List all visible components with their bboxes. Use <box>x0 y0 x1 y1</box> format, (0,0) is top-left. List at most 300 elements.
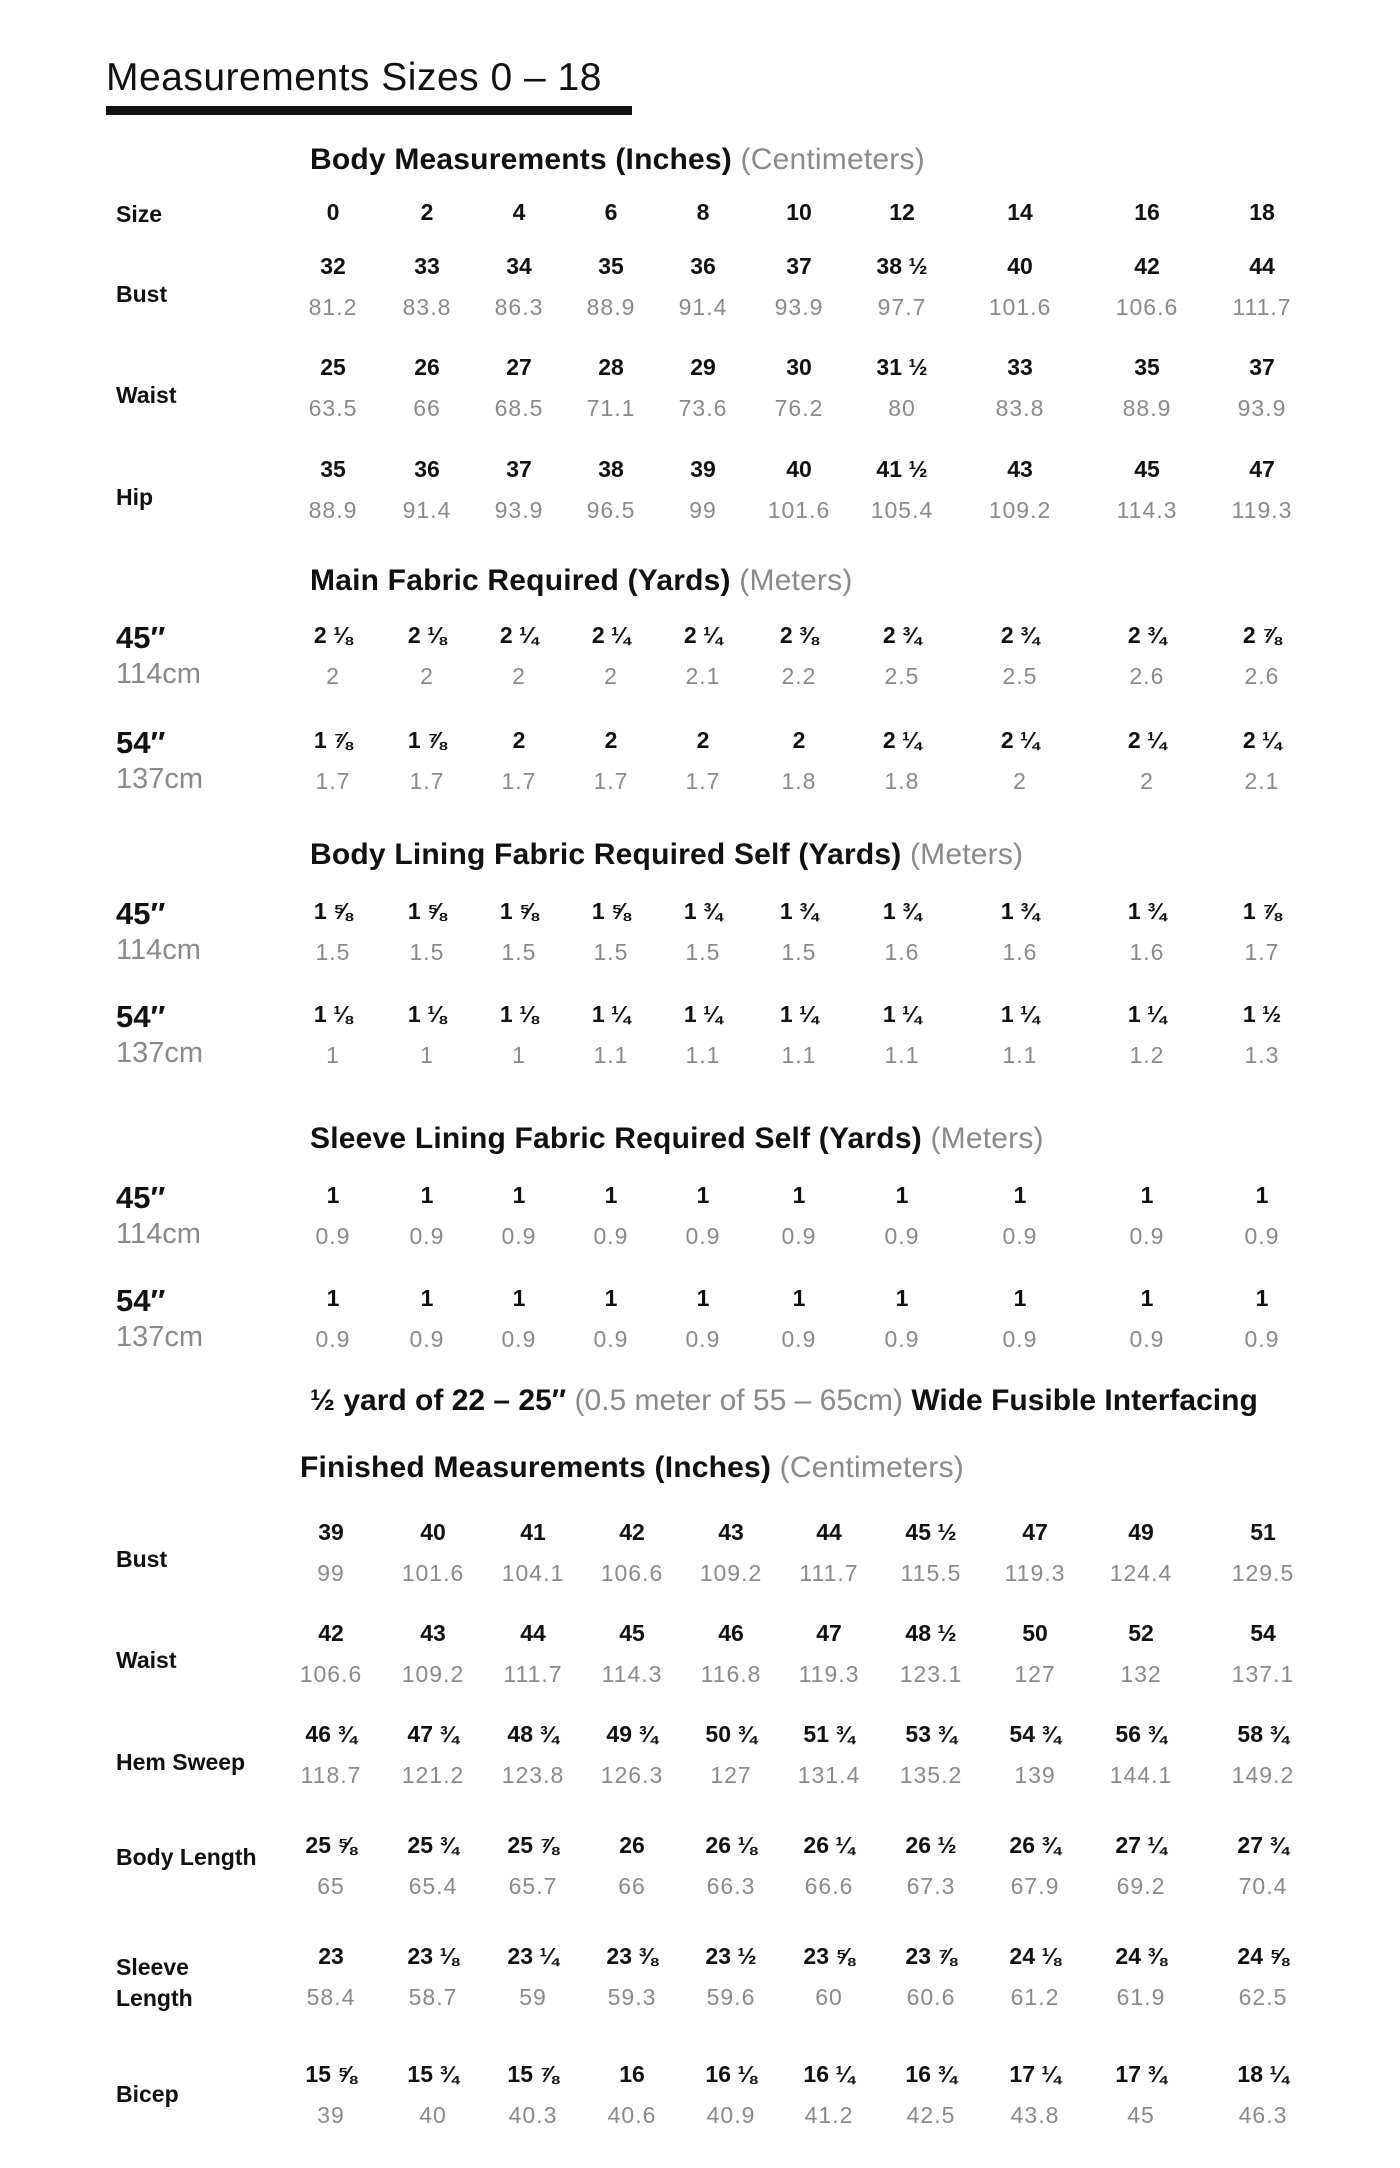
size-value: 16 <box>1134 199 1160 225</box>
inch-value: 52 <box>1128 1620 1154 1646</box>
inch-value: 23 ⅜ <box>606 1943 658 1969</box>
yardage-value: 1 <box>512 1285 526 1311</box>
size-value: 10 <box>786 199 812 225</box>
interfacing-yardage: ½ yard of 22 – 25″ <box>310 1384 567 1417</box>
cm-value: 119.3 <box>798 1661 860 1687</box>
yardage-value: 1 ¾ <box>1127 898 1167 924</box>
yardage-value: 1 ⅛ <box>313 1001 353 1027</box>
meter-value: 0.9 <box>501 1326 537 1352</box>
heading-text: Body Measurements (Inches) <box>310 143 732 176</box>
meter-value: 1.6 <box>884 939 920 965</box>
meter-value: 1.6 <box>1129 939 1165 965</box>
cm-value: 81.2 <box>308 294 358 320</box>
yardage-value: 1 ⅝ <box>499 898 539 924</box>
yardage-value: 2 <box>792 727 806 753</box>
inch-value: 41 <box>520 1519 546 1545</box>
cm-value: 61.9 <box>1116 1984 1166 2010</box>
yardage-value: 1 <box>792 1182 806 1208</box>
meter-value: 0.9 <box>1129 1223 1165 1249</box>
body-lining-heading <box>310 838 1023 872</box>
inch-value: 37 <box>1249 354 1275 380</box>
cm-value: 70.4 <box>1238 1873 1288 1899</box>
cm-value: 88.9 <box>308 497 358 523</box>
cm-value: 73.6 <box>678 395 728 421</box>
yardage-value: 1 ¼ <box>591 1001 631 1027</box>
yardage-value: 1 ¾ <box>882 898 922 924</box>
cm-value: 66 <box>618 1873 646 1899</box>
cm-value: 68.5 <box>494 395 544 421</box>
yardage-value: 2 ¼ <box>1127 727 1167 753</box>
inch-value: 48 ½ <box>905 1620 957 1646</box>
interfacing-type: Wide Fusible Interfacing <box>911 1384 1258 1417</box>
cm-value: 129.5 <box>1231 1560 1295 1586</box>
inch-value: 30 <box>786 354 812 380</box>
meter-value: 2.1 <box>685 663 721 689</box>
cm-value: 43.8 <box>1010 2102 1060 2128</box>
cm-value: 121.2 <box>401 1762 465 1788</box>
cm-value: 66.3 <box>706 1873 756 1899</box>
row-label: Waist <box>116 382 177 408</box>
yardage-value: 2 <box>512 727 526 753</box>
meter-value: 1.5 <box>501 939 537 965</box>
cm-value: 88.9 <box>1122 395 1172 421</box>
row-label: Sleeve Length <box>116 1954 193 2011</box>
cm-value: 111.7 <box>799 1560 859 1586</box>
fabric-width-cm: 114cm <box>116 1218 201 1250</box>
inch-value: 16 ¼ <box>803 2061 855 2087</box>
cm-value: 109.2 <box>401 1661 465 1687</box>
meter-value: 1.5 <box>593 939 629 965</box>
inch-value: 47 ¾ <box>407 1721 459 1747</box>
yardage-value: 2 ⅛ <box>313 622 353 648</box>
cm-value: 83.8 <box>995 395 1045 421</box>
yardage-value: 2 <box>604 727 618 753</box>
inch-value: 47 <box>816 1620 842 1646</box>
meter-value: 0.9 <box>685 1223 721 1249</box>
fabric-width-inches: 45″ <box>116 896 166 931</box>
inch-value: 27 ¾ <box>1237 1832 1289 1858</box>
meter-value: 1.3 <box>1244 1042 1280 1068</box>
inch-value: 49 <box>1128 1519 1154 1545</box>
inch-value: 15 ⅝ <box>305 2061 357 2087</box>
meter-value: 2 <box>420 663 434 689</box>
cm-value: 97.7 <box>877 294 927 320</box>
meter-value: 0.9 <box>593 1223 629 1249</box>
cm-value: 41.2 <box>804 2102 854 2128</box>
inch-value: 50 ¾ <box>705 1721 757 1747</box>
heading-unit: (Meters) <box>739 564 853 597</box>
inch-value: 17 ¼ <box>1009 2061 1061 2087</box>
title-underline <box>106 106 632 115</box>
inch-value: 43 <box>1007 456 1033 482</box>
meter-value: 1.7 <box>1244 939 1280 965</box>
yardage-value: 1 <box>420 1182 434 1208</box>
yardage-value: 1 <box>326 1285 340 1311</box>
cm-value: 123.8 <box>501 1762 565 1788</box>
yardage-value: 2 ¾ <box>1000 622 1040 648</box>
inch-value: 45 <box>619 1620 645 1646</box>
inch-value: 23 ⅝ <box>803 1943 855 1969</box>
inch-value: 35 <box>1134 354 1160 380</box>
inch-value: 51 ¾ <box>803 1721 855 1747</box>
inch-value: 26 ⅛ <box>705 1832 757 1858</box>
size-value: 0 <box>326 199 340 225</box>
inch-value: 44 <box>1249 253 1275 279</box>
yardage-value: 1 <box>326 1182 340 1208</box>
cm-value: 61.2 <box>1010 1984 1060 2010</box>
fabric-width-cm: 137cm <box>116 1321 204 1353</box>
inch-value: 15 ¾ <box>407 2061 459 2087</box>
fabric-width-cm: 137cm <box>116 763 204 795</box>
meter-value: 0.9 <box>409 1223 445 1249</box>
cm-value: 83.8 <box>402 294 452 320</box>
inch-value: 43 <box>718 1519 744 1545</box>
inch-value: 42 <box>1134 253 1160 279</box>
inch-value: 39 <box>318 1519 344 1545</box>
meter-value: 0.9 <box>315 1326 351 1352</box>
inch-value: 38 <box>598 456 624 482</box>
inch-value: 23 ½ <box>705 1943 757 1969</box>
cm-value: 67.3 <box>906 1873 956 1899</box>
cm-value: 93.9 <box>774 294 824 320</box>
yardage-value: 1 ⅝ <box>313 898 353 924</box>
yardage-value: 1 <box>696 1285 710 1311</box>
heading-unit: (Centimeters) <box>779 1451 964 1484</box>
inch-value: 16 ⅛ <box>705 2061 757 2087</box>
meter-value: 0.9 <box>1244 1326 1280 1352</box>
cm-value: 123.1 <box>899 1661 963 1687</box>
yardage-value: 1 <box>1013 1285 1027 1311</box>
row-label: Hem Sweep <box>116 1749 246 1775</box>
yardage-value: 2 ⅜ <box>779 622 819 648</box>
main-fabric-heading <box>310 564 853 598</box>
yardage-value: 1 <box>1255 1285 1269 1311</box>
yardage-value: 2 ⅞ <box>1242 622 1282 648</box>
cm-value: 109.2 <box>988 497 1052 523</box>
yardage-value: 1 ⅝ <box>591 898 631 924</box>
yardage-value: 1 ¼ <box>683 1001 723 1027</box>
inch-value: 46 <box>718 1620 744 1646</box>
cm-value: 106.6 <box>299 1661 363 1687</box>
inch-value: 18 ¼ <box>1237 2061 1289 2087</box>
finished-measurements-heading <box>300 1451 964 1485</box>
yardage-value: 2 ¼ <box>591 622 631 648</box>
fabric-width-inches: 45″ <box>116 620 166 655</box>
meter-value: 1.1 <box>685 1042 721 1068</box>
heading-text: Sleeve Lining Fabric Required Self (Yards) <box>310 1122 922 1155</box>
inch-value: 33 <box>1007 354 1033 380</box>
cm-value: 45 <box>1127 2102 1155 2128</box>
inch-value: 56 ¾ <box>1115 1721 1167 1747</box>
meter-value: 2 <box>604 663 618 689</box>
meter-value: 0.9 <box>409 1326 445 1352</box>
sleeve-lining-heading <box>310 1122 1044 1156</box>
meter-value: 0.9 <box>884 1326 920 1352</box>
size-value: 14 <box>1007 199 1033 225</box>
meter-value: 1 <box>512 1042 526 1068</box>
meter-value: 1.5 <box>409 939 445 965</box>
meter-value: 0.9 <box>315 1223 351 1249</box>
inch-value: 26 <box>414 354 440 380</box>
meter-value: 1.5 <box>315 939 351 965</box>
cm-value: 135.2 <box>899 1762 963 1788</box>
cm-value: 60 <box>815 1984 843 2010</box>
interfacing-metric: (0.5 meter of 55 – 65cm) <box>574 1384 903 1417</box>
yardage-value: 1 ⅛ <box>499 1001 539 1027</box>
cm-value: 60.6 <box>906 1984 956 2010</box>
inch-value: 40 <box>786 456 812 482</box>
yardage-value: 1 ¾ <box>683 898 723 924</box>
cm-value: 62.5 <box>1238 1984 1288 2010</box>
cm-value: 40.6 <box>607 2102 657 2128</box>
cm-value: 115.5 <box>900 1560 962 1586</box>
fabric-width-inches: 45″ <box>116 1180 166 1215</box>
inch-value: 40 <box>420 1519 446 1545</box>
cm-value: 66.6 <box>804 1873 854 1899</box>
yardage-value: 1 ⅝ <box>407 898 447 924</box>
cm-value: 69.2 <box>1116 1873 1166 1899</box>
inch-value: 29 <box>690 354 716 380</box>
inch-value: 47 <box>1249 456 1275 482</box>
interfacing-note <box>310 1384 1258 1418</box>
cm-value: 93.9 <box>1237 395 1287 421</box>
size-value: 18 <box>1249 199 1275 225</box>
yardage-value: 1 <box>1013 1182 1027 1208</box>
inch-value: 28 <box>598 354 624 380</box>
inch-value: 35 <box>598 253 624 279</box>
cm-value: 40.9 <box>706 2102 756 2128</box>
inch-value: 17 ¾ <box>1115 2061 1167 2087</box>
meter-value: 0.9 <box>781 1326 817 1352</box>
yardage-value: 1 <box>895 1285 909 1311</box>
size-value: 4 <box>512 199 526 225</box>
inch-value: 25 <box>320 354 346 380</box>
meter-value: 2.1 <box>1244 768 1280 794</box>
cm-value: 127 <box>1014 1661 1056 1687</box>
fabric-width-cm: 137cm <box>116 1037 204 1069</box>
meter-value: 1.1 <box>1002 1042 1038 1068</box>
yardage-value: 2 <box>696 727 710 753</box>
cm-value: 59 <box>519 1984 547 2010</box>
meter-value: 0.9 <box>1244 1223 1280 1249</box>
cm-value: 86.3 <box>494 294 544 320</box>
yardage-value: 2 ¼ <box>882 727 922 753</box>
cm-value: 58.7 <box>408 1984 458 2010</box>
inch-value: 49 ¾ <box>606 1721 658 1747</box>
cm-value: 65.7 <box>508 1873 558 1899</box>
yardage-value: 1 ⅞ <box>313 727 353 753</box>
meter-value: 1.6 <box>1002 939 1038 965</box>
size-label: Size <box>116 201 163 227</box>
cm-value: 76.2 <box>774 395 824 421</box>
cm-value: 126.3 <box>600 1762 664 1788</box>
yardage-value: 1 ¼ <box>882 1001 922 1027</box>
inch-value: 37 <box>506 456 532 482</box>
cm-value: 116.8 <box>700 1661 762 1687</box>
heading-text: Finished Measurements (Inches) <box>300 1451 772 1484</box>
cm-value: 149.2 <box>1231 1762 1295 1788</box>
yardage-value: 1 <box>1140 1182 1154 1208</box>
meter-value: 1.8 <box>884 768 920 794</box>
meter-value: 0.9 <box>884 1223 920 1249</box>
yardage-value: 1 ½ <box>1242 1001 1282 1027</box>
inch-value: 37 <box>786 253 812 279</box>
cm-value: 65.4 <box>408 1873 458 1899</box>
meter-value: 0.9 <box>593 1326 629 1352</box>
cm-value: 88.9 <box>586 294 636 320</box>
yardage-value: 2 ¼ <box>1242 727 1282 753</box>
meter-value: 2 <box>512 663 526 689</box>
heading-unit: (Centimeters) <box>740 143 925 176</box>
row-label: Body Length <box>116 1844 257 1870</box>
inch-value: 23 ¼ <box>507 1943 559 1969</box>
yardage-value: 2 ¾ <box>1127 622 1167 648</box>
inch-value: 26 ½ <box>905 1832 957 1858</box>
cm-value: 106.6 <box>1115 294 1179 320</box>
meter-value: 1 <box>326 1042 340 1068</box>
cm-value: 101.6 <box>767 497 831 523</box>
yardage-value: 1 <box>420 1285 434 1311</box>
row-label: Bust <box>116 281 168 307</box>
yardage-value: 1 <box>895 1182 909 1208</box>
inch-value: 31 ½ <box>876 354 928 380</box>
yardage-value: 2 ¼ <box>1000 727 1040 753</box>
meter-value: 1 <box>420 1042 434 1068</box>
inch-value: 42 <box>619 1519 645 1545</box>
inch-value: 36 <box>414 456 440 482</box>
cm-value: 119.3 <box>1231 497 1293 523</box>
row-label: Bust <box>116 1546 168 1572</box>
cm-value: 144.1 <box>1109 1762 1173 1788</box>
fabric-width-cm: 114cm <box>116 658 201 690</box>
meter-value: 0.9 <box>685 1326 721 1352</box>
cm-value: 96.5 <box>586 497 636 523</box>
cm-value: 118.7 <box>300 1762 362 1788</box>
meter-value: 1.7 <box>685 768 721 794</box>
cm-value: 101.6 <box>401 1560 465 1586</box>
inch-value: 44 <box>816 1519 842 1545</box>
meter-value: 1.7 <box>593 768 629 794</box>
meter-value: 0.9 <box>501 1223 537 1249</box>
yardage-value: 1 ¾ <box>1000 898 1040 924</box>
cm-value: 137.1 <box>1231 1661 1295 1687</box>
yardage-value: 1 ⅛ <box>407 1001 447 1027</box>
inch-value: 15 ⅞ <box>507 2061 559 2087</box>
meter-value: 1.7 <box>501 768 537 794</box>
row-label: Bicep <box>116 2081 179 2107</box>
cm-value: 67.9 <box>1010 1873 1060 1899</box>
inch-value: 45 ½ <box>905 1519 957 1545</box>
cm-value: 127 <box>710 1762 752 1788</box>
inch-value: 58 ¾ <box>1237 1721 1289 1747</box>
cm-value: 63.5 <box>308 395 358 421</box>
meter-value: 0.9 <box>781 1223 817 1249</box>
cm-value: 139 <box>1014 1762 1056 1788</box>
inch-value: 47 <box>1022 1519 1048 1545</box>
meter-value: 1.1 <box>781 1042 817 1068</box>
fabric-width-inches: 54″ <box>116 725 166 760</box>
yardage-value: 1 ¼ <box>1000 1001 1040 1027</box>
cm-value: 114.3 <box>601 1661 663 1687</box>
yardage-value: 1 ¼ <box>779 1001 819 1027</box>
cm-value: 93.9 <box>494 497 544 523</box>
heading-text: Main Fabric Required (Yards) <box>310 564 731 597</box>
cm-value: 99 <box>689 497 717 523</box>
inch-value: 34 <box>506 253 532 279</box>
meter-value: 2 <box>1140 768 1154 794</box>
inch-value: 25 ⅝ <box>305 1832 357 1858</box>
yardage-value: 2 ⅛ <box>407 622 447 648</box>
yardage-value: 1 ⅞ <box>1242 898 1282 924</box>
yardage-value: 1 ¼ <box>1127 1001 1167 1027</box>
inch-value: 41 ½ <box>876 456 928 482</box>
inch-value: 53 ¾ <box>905 1721 957 1747</box>
inch-value: 43 <box>420 1620 446 1646</box>
yardage-value: 2 ¼ <box>499 622 539 648</box>
cm-value: 105.4 <box>870 497 934 523</box>
meter-value: 1.8 <box>781 768 817 794</box>
meter-value: 1.2 <box>1129 1042 1165 1068</box>
yardage-value: 1 ¾ <box>779 898 819 924</box>
fabric-width-inches: 54″ <box>116 999 166 1034</box>
cm-value: 114.3 <box>1116 497 1178 523</box>
inch-value: 38 ½ <box>876 253 928 279</box>
heading-text: Body Lining Fabric Required Self (Yards) <box>310 838 902 871</box>
cm-value: 66 <box>413 395 441 421</box>
inch-value: 32 <box>320 253 346 279</box>
cm-value: 42.5 <box>906 2102 956 2128</box>
inch-value: 54 <box>1250 1620 1276 1646</box>
cm-value: 58.4 <box>306 1984 356 2010</box>
meter-value: 1.1 <box>593 1042 629 1068</box>
yardage-value: 1 <box>696 1182 710 1208</box>
cm-value: 106.6 <box>600 1560 664 1586</box>
inch-value: 27 <box>506 354 532 380</box>
cm-value: 91.4 <box>402 497 452 523</box>
inch-value: 16 <box>619 2061 645 2087</box>
meter-value: 2.5 <box>884 663 920 689</box>
cm-value: 132 <box>1120 1661 1162 1687</box>
heading-unit: (Meters) <box>930 1122 1044 1155</box>
meter-value: 2.2 <box>781 663 817 689</box>
inch-value: 26 <box>619 1832 645 1858</box>
yardage-value: 1 ⅞ <box>407 727 447 753</box>
size-value: 12 <box>889 199 915 225</box>
inch-value: 33 <box>414 253 440 279</box>
meter-value: 1.5 <box>781 939 817 965</box>
inch-value: 40 <box>1007 253 1033 279</box>
cm-value: 59.6 <box>706 1984 756 2010</box>
cm-value: 111.7 <box>503 1661 563 1687</box>
meter-value: 2 <box>1013 768 1027 794</box>
inch-value: 45 <box>1134 456 1160 482</box>
inch-value: 24 ⅛ <box>1009 1943 1061 1969</box>
cm-value: 65 <box>317 1873 345 1899</box>
inch-value: 27 ¼ <box>1115 1832 1167 1858</box>
cm-value: 99 <box>317 1560 345 1586</box>
inch-value: 23 <box>318 1943 344 1969</box>
inch-value: 50 <box>1022 1620 1048 1646</box>
cm-value: 131.4 <box>797 1762 861 1788</box>
size-value: 6 <box>604 199 618 225</box>
cm-value: 40.3 <box>508 2102 558 2128</box>
yardage-value: 1 <box>512 1182 526 1208</box>
cm-value: 109.2 <box>699 1560 763 1586</box>
yardage-value: 1 <box>792 1285 806 1311</box>
yardage-value: 1 <box>1140 1285 1154 1311</box>
inch-value: 51 <box>1250 1519 1276 1545</box>
cm-value: 91.4 <box>678 294 728 320</box>
